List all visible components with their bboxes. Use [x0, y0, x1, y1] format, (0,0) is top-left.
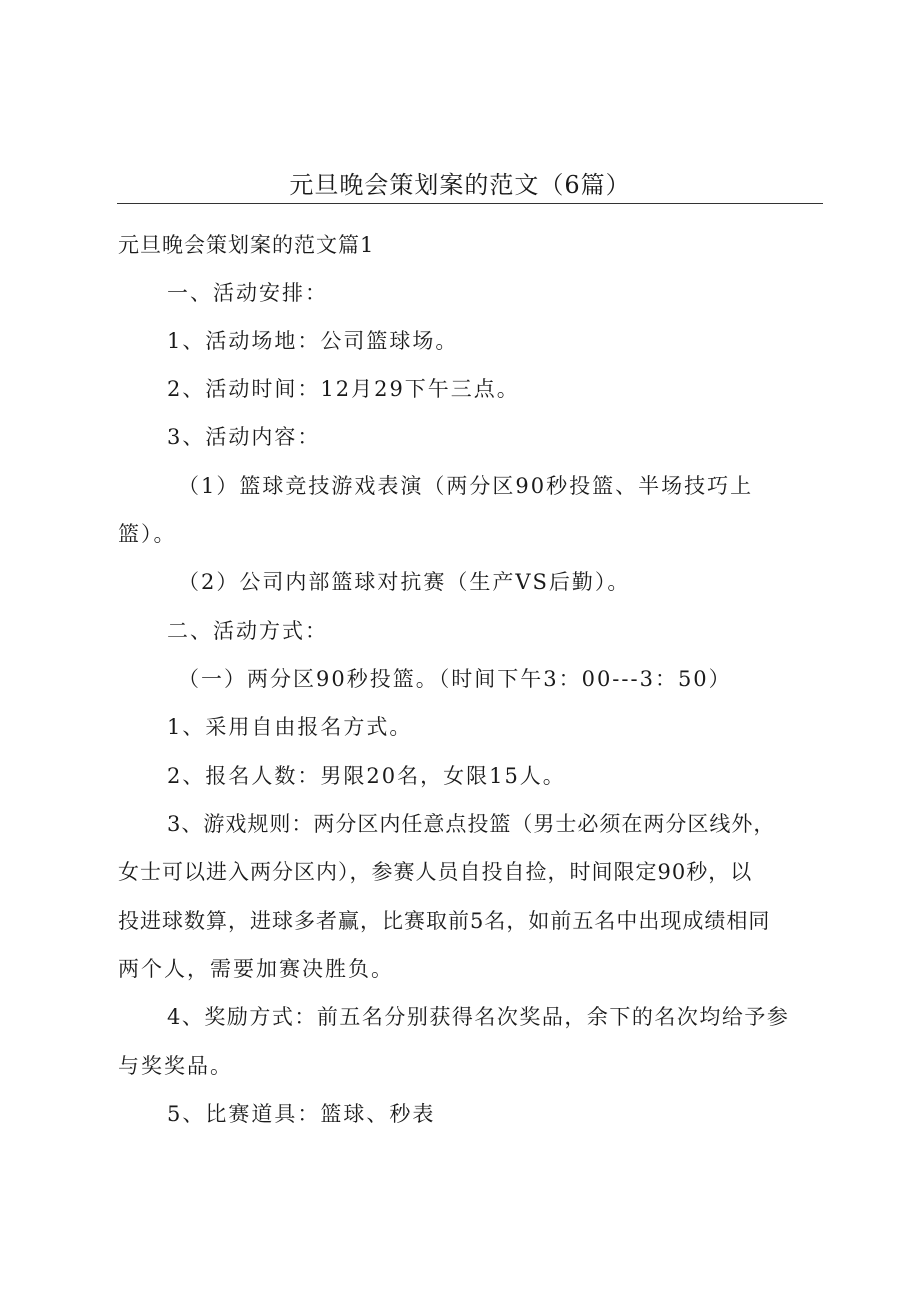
- paragraph-rules-line1: 3、游戏规则：两分区内任意点投篮（男士必须在两分区线外，: [167, 812, 776, 836]
- paragraph-method-1: （一）两分区90秒投篮。（时间下午3：00---3：50）: [178, 667, 732, 691]
- paragraph-headcount: 2、报名人数：男限20名，女限15人。: [167, 764, 566, 788]
- paragraph-item-1-line2: 篮）。: [118, 522, 177, 546]
- paragraph-awards-line2: 与奖奖品。: [118, 1054, 233, 1078]
- section-heading: 元旦晚会策划案的范文篇1: [118, 233, 375, 257]
- paragraph-rules-line4: 两个人，需要加赛决胜负。: [118, 957, 394, 981]
- paragraph-activity-method: 二、活动方式：: [167, 619, 328, 643]
- paragraph-activity-arrangement: 一、活动安排：: [167, 281, 328, 305]
- paragraph-content: 3、活动内容：: [167, 425, 321, 449]
- document-title: 元旦晚会策划案的范文（6篇）: [289, 171, 631, 199]
- paragraph-registration: 1、采用自由报名方式。: [167, 715, 413, 739]
- paragraph-time: 2、活动时间：12月29下午三点。: [167, 377, 520, 401]
- paragraph-venue: 1、活动场地：公司篮球场。: [167, 329, 459, 353]
- paragraph-item-2: （2）公司内部篮球对抗赛（生产VS后勤）。: [178, 570, 631, 594]
- paragraph-rules-line3: 投进球数算，进球多者赢，比赛取前5名，如前五名中出现成绩相同: [118, 909, 771, 933]
- paragraph-equipment: 5、比赛道具：篮球、秒表: [167, 1102, 436, 1126]
- paragraph-rules-line2: 女士可以进入两分区内），参赛人员自投自捡，时间限定90秒，以: [118, 860, 753, 884]
- paragraph-item-1-line1: （1）篮球竞技游戏表演（两分区90秒投篮、半场技巧上: [178, 474, 754, 498]
- title-divider: [117, 203, 823, 204]
- paragraph-awards-line1: 4、奖励方式：前五名分别获得名次奖品，余下的名次均给予参: [167, 1005, 790, 1029]
